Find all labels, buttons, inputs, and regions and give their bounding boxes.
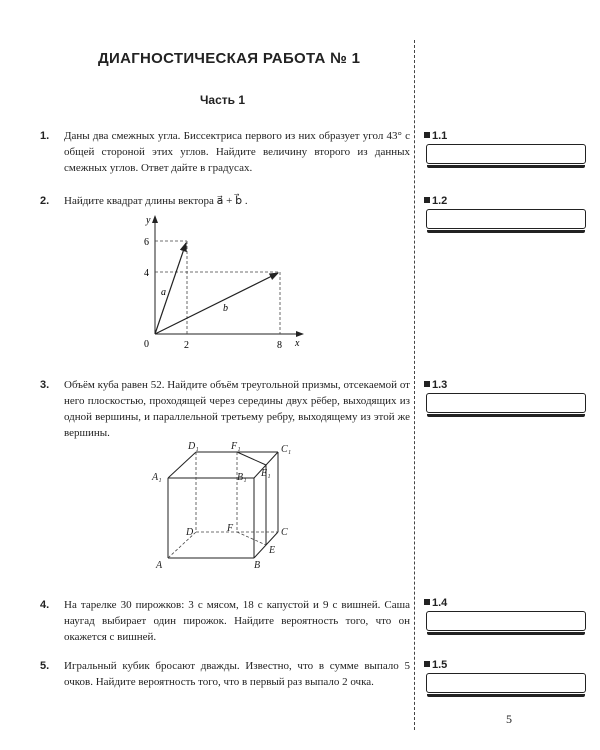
answer-marker-icon — [424, 197, 430, 203]
vertex-D: D — [186, 527, 194, 538]
x-tick-2: 2 — [184, 340, 189, 351]
page-title: ДИАГНОСТИЧЕСКАЯ РАБОТА № 1 — [98, 50, 361, 67]
answer-3-label — [424, 379, 447, 391]
edge-F1E1 — [237, 452, 266, 465]
vertex-D1: D₁ — [188, 441, 199, 452]
answer-1-label-text: 1.1 — [432, 130, 448, 142]
vertex-A1: A₁ — [152, 472, 162, 483]
answer-2-input[interactable] — [426, 209, 586, 229]
answer-marker-icon — [424, 599, 430, 605]
vertex-A: A — [156, 560, 163, 571]
question-3-number: 3. — [40, 379, 50, 391]
answer-1-label — [424, 130, 447, 142]
vertex-C: C — [281, 527, 288, 538]
cube-figure — [148, 440, 308, 575]
question-2-number: 2. — [40, 195, 50, 207]
point-E1: E₁ — [261, 468, 271, 479]
answer-4-label — [424, 597, 447, 609]
vector-graph — [135, 212, 310, 357]
answer-5-label — [424, 659, 447, 671]
vertex-B: B — [254, 560, 261, 571]
edge-FE-hidden — [237, 532, 266, 545]
question-4-text: На тарелке 30 пирожков: 3 с мясом, 18 с капустой и 9 с вишней. Саша наугад выбирает один пирожок. Найдите вероятность того, что он окажется с вишней. — [64, 599, 410, 643]
answer-marker-icon — [424, 381, 430, 387]
question-2-text: Найдите квадрат длины вектора a⃗ + b⃗ . — [64, 195, 248, 207]
answer-2-label-text: 1.2 — [432, 195, 448, 207]
answer-3-label-text: 1.3 — [432, 379, 448, 391]
point-F: F — [227, 523, 234, 534]
answer-2-label — [424, 195, 447, 207]
y-tick-4: 4 — [144, 268, 149, 279]
answer-marker-icon — [424, 661, 430, 667]
question-5-text: Игральный кубик бросают дважды. Известно, что в сумме выпало 5 очков. Найдите вероятность того, что в первый раз выпало 2 очка. — [64, 660, 410, 688]
vector-a-label: a⃗ — [161, 287, 174, 298]
answer-5-label-text: 1.5 — [432, 659, 448, 671]
part-heading: Часть 1 — [200, 93, 246, 107]
vector-b-label: b⃗ — [223, 303, 236, 314]
y-axis-label: y — [146, 215, 151, 226]
answer-4-label-text: 1.4 — [432, 597, 448, 609]
x-axis-label: x — [295, 338, 300, 349]
vertex-B1: B₁ — [237, 472, 247, 483]
question-5-number: 5. — [40, 660, 50, 672]
vector-b — [155, 273, 278, 334]
y-tick-6: 6 — [144, 237, 149, 248]
point-E: E — [269, 545, 276, 556]
page-number: 5 — [506, 712, 512, 726]
question-1-text: Даны два смежных угла. Биссектриса первого из них образует угол 43° с общей стороной этих углов. Найдите величину второго из данных смежных углов. Ответ дайте в градусах. — [64, 130, 410, 174]
question-1-number: 1. — [40, 130, 50, 142]
question-3-text: Объём куба равен 52. Найдите объём треугольной призмы, отсекаемой от него плоскостью, проходящей через середины двух рёбер, выходящих из одной вершины, и параллельной третьему ребру, выходящему из этой же вершины. — [64, 379, 410, 439]
point-F1: F₁ — [231, 441, 241, 452]
origin-label: 0 — [144, 339, 149, 350]
question-4-number: 4. — [40, 599, 50, 611]
x-tick-8: 8 — [277, 340, 282, 351]
answer-3-input[interactable] — [426, 393, 586, 413]
answer-5-input[interactable] — [426, 673, 586, 693]
answer-1-input[interactable] — [426, 144, 586, 164]
answer-marker-icon — [424, 132, 430, 138]
vertex-C1: C₁ — [281, 444, 292, 455]
answer-column-divider — [414, 40, 415, 730]
answer-4-input[interactable] — [426, 611, 586, 631]
edge-A1D1 — [168, 452, 196, 478]
